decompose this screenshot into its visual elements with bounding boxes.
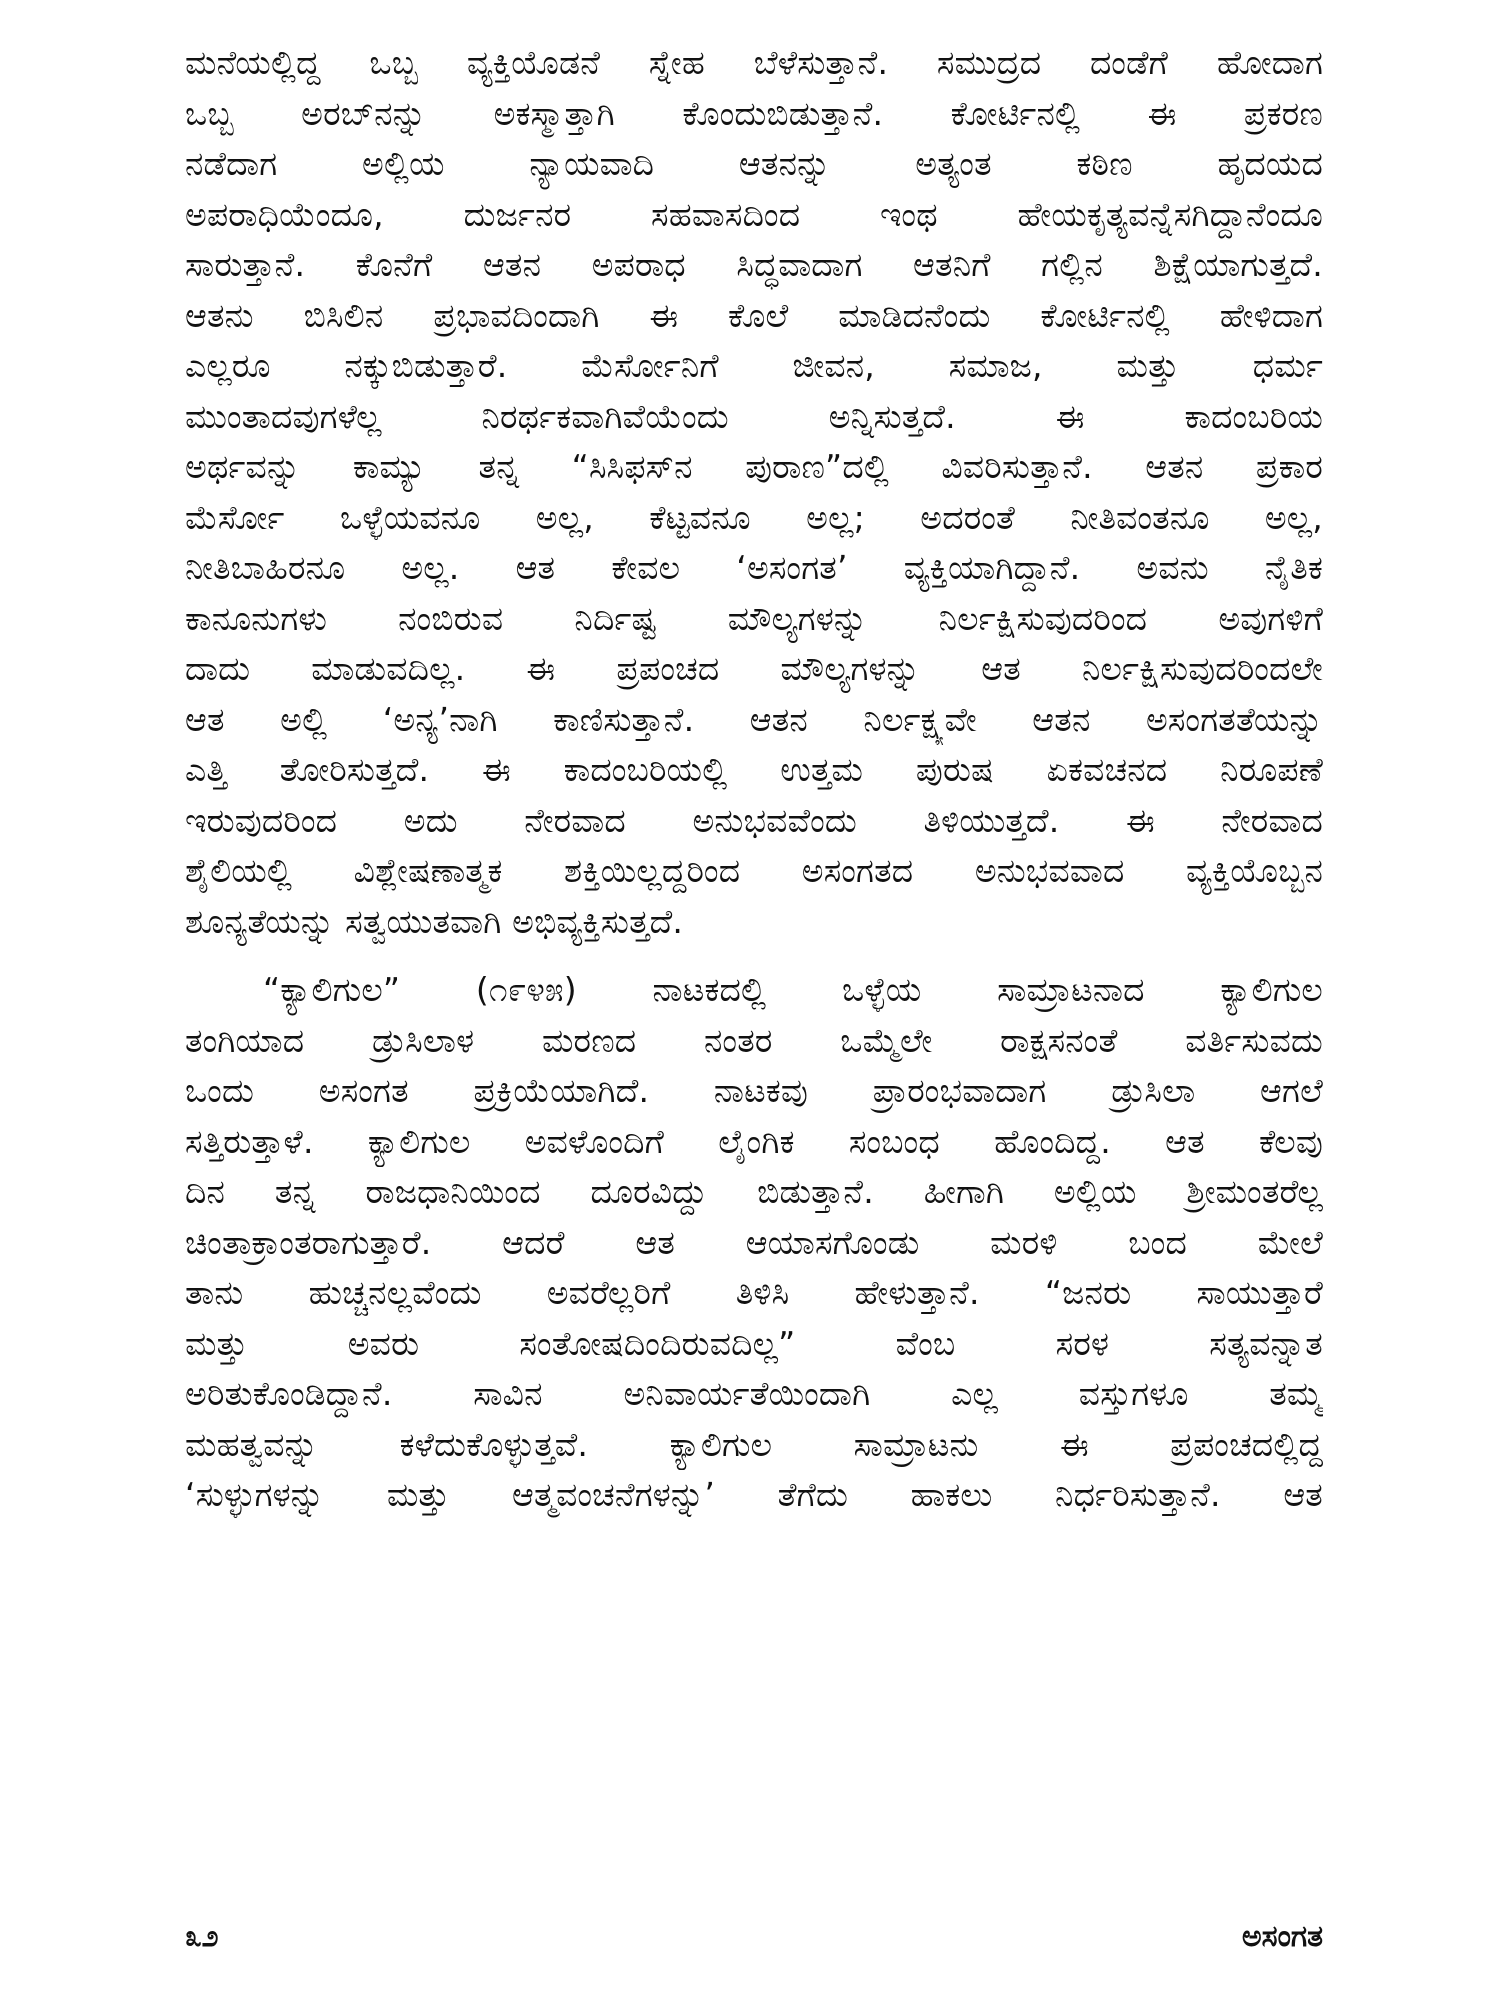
text-line: ಮೆರ್ಸೋ ಒಳ್ಳೆಯವನೂ ಅಲ್ಲ, ಕೆಟ್ಟವನೂ ಅಲ್ಲ; ಅದರಂತೆ ನೀತಿವಂತನೂ ಅಲ್ಲ, [185,497,1323,537]
paragraph-1 [185,38,1323,947]
text-line: ಅರ್ಥವನ್ನು ಕಾಮ್ಯು ತನ್ನ “ಸಿಸಿಫಸ್‌ನ ಪುರಾಣ”ದಲ್ಲಿ ವಿವರಿಸುತ್ತಾನೆ. ಆತನ ಪ್ರಕಾರ [185,447,1323,486]
text-line: ಒಬ್ಬ ಅರಬ್‌ನನ್ನು ಅಕಸ್ಮಾತ್ತಾಗಿ ಕೊಂದುಬಿಡುತ್ತಾನೆ. ಕೋರ್ಟಿನಲ್ಲಿ ಈ ಪ್ರಕರಣ [185,93,1323,133]
text-line: “ಕ್ಯಾಲಿಗುಲ” (೧೯೪೫) ನಾಟಕದಲ್ಲಿ ಒಳ್ಳೆಯ ಸಾಮ್ರಾಟನಾದ ಕ್ಯಾಲಿಗುಲ [263,970,1323,1009]
paragraph-2 [185,965,1323,1521]
text-line: ‘ಸುಳ್ಳುಗಳನ್ನು ಮತ್ತು ಆತ್ಮವಂಚನೆಗಳನ್ನು’ ತೆಗೆದು ಹಾಕಲು ನಿರ್ಧರಿಸುತ್ತಾನೆ. ಆತ [185,1475,1323,1514]
page-footer [185,1912,1323,1962]
text-line: ಶೂನ್ಯತೆಯನ್ನು ಸತ್ವಯುತವಾಗಿ ಅಭಿವ್ಯಕ್ತಿಸುತ್ತದೆ. [185,901,684,941]
text-line: ಆತನು ಬಿಸಿಲಿನ ಪ್ರಭಾವದಿಂದಾಗಿ ಈ ಕೊಲೆ ಮಾಡಿದನೆಂದು ಕೋರ್ಟಿನಲ್ಲಿ ಹೇಳಿದಾಗ [185,295,1323,335]
text-line: ಅರಿತುಕೊಂಡಿದ್ದಾನೆ. ಸಾವಿನ ಅನಿವಾರ್ಯತೆಯಿಂದಾಗಿ ಎಲ್ಲ ವಸ್ತುಗಳೂ ತಮ್ಮ [185,1374,1323,1413]
text-line: ಎಲ್ಲರೂ ನಕ್ಕುಬಿಡುತ್ತಾರೆ. ಮೆರ್ಸೋನಿಗೆ ಜೀವನ, ಸಮಾಜ, ಮತ್ತು ಧರ್ಮ [185,346,1323,385]
text-line: ಕಾನೂನುಗಳು ನಂಬಿರುವ ನಿರ್ದಿಷ್ಟ ಮೌಲ್ಯಗಳನ್ನು ನಿರ್ಲಕ್ಷಿಸುವುದರಿಂದ ಅವುಗಳಿಗೆ [185,598,1323,638]
text-line: ಮುಂತಾದವುಗಳೆಲ್ಲ ನಿರರ್ಥಕವಾಗಿವೆಯೆಂದು ಅನ್ನಿಸುತ್ತದೆ. ಈ ಕಾದಂಬರಿಯ [185,396,1323,436]
text-line: ಆತ ಅಲ್ಲಿ ‘ಅನ್ಯ’ನಾಗಿ ಕಾಣಿಸುತ್ತಾನೆ. ಆತನ ನಿರ್ಲಕ್ಷ್ಯವೇ ಆತನ ಅಸಂಗತತೆಯನ್ನು [185,699,1323,739]
running-title: ಅಸಂಗತ [1241,1919,1323,1954]
paragraph-gap [185,947,1323,965]
text-line: ನಡೆದಾಗ ಅಲ್ಲಿಯ ನ್ಯಾಯವಾದಿ ಆತನನ್ನು ಅತ್ಯಂತ ಕಠಿಣ ಹೃದಯದ [185,144,1323,183]
page-body [185,38,1323,1968]
text-line: ಚಿಂತಾಕ್ರಾಂತರಾಗುತ್ತಾರೆ. ಆದರೆ ಆತ ಆಯಾಸಗೊಂಡು ಮರಳಿ ಬಂದ ಮೇಲೆ [185,1222,1323,1262]
text-line: ದಾದು ಮಾಡುವದಿಲ್ಲ. ಈ ಪ್ರಪಂಚದ ಮೌಲ್ಯಗಳನ್ನು ಆತ ನಿರ್ಲಕ್ಷಿಸುವುದರಿಂದಲೇ [185,649,1323,688]
page-number: ೩೨ [185,1919,219,1954]
text-line: ತಂಗಿಯಾದ ಡ್ರುಸಿಲಾಳ ಮರಣದ ನಂತರ ಒಮ್ಮೆಲೇ ರಾಕ್ಷಸನಂತೆ ವರ್ತಿಸುವದು [185,1020,1323,1060]
text-line: ಸಾರುತ್ತಾನೆ. ಕೊನೆಗೆ ಆತನ ಅಪರಾಧ ಸಿದ್ಧವಾದಾಗ ಆತನಿಗೆ ಗಲ್ಲಿನ ಶಿಕ್ಷೆಯಾಗುತ್ತದೆ. [185,245,1323,284]
text-line: ಇರುವುದರಿಂದ ಅದು ನೇರವಾದ ಅನುಭವವೆಂದು ತಿಳಿಯುತ್ತದೆ. ಈ ನೇರವಾದ [185,800,1323,840]
text-line: ಒಂದು ಅಸಂಗತ ಪ್ರಕ್ರಿಯೆಯಾಗಿದೆ. ನಾಟಕವು ಪ್ರಾರಂಭವಾದಾಗ ಡ್ರುಸಿಲಾ ಆಗಲೆ [185,1071,1323,1110]
text-line: ಶೈಲಿಯಲ್ಲಿ ವಿಶ್ಲೇಷಣಾತ್ಮಕ ಶಕ್ತಿಯಿಲ್ಲದ್ದರಿಂದ ಅಸಂಗತದ ಅನುಭವವಾದ ವ್ಯಕ್ತಿಯೊಬ್ಬನ [185,851,1323,890]
text-line: ಮನೆಯಲ್ಲಿದ್ದ ಒಬ್ಬ ವ್ಯಕ್ತಿಯೊಡನೆ ಸ್ನೇಹ ಬೆಳೆಸುತ್ತಾನೆ. ಸಮುದ್ರದ ದಂಡೆಗೆ ಹೋದಾಗ [185,43,1323,82]
text-line: ಎತ್ತಿ ತೋರಿಸುತ್ತದೆ. ಈ ಕಾದಂಬರಿಯಲ್ಲಿ ಉತ್ತಮ ಪುರುಷ ಏಕವಚನದ ನಿರೂಪಣೆ [185,750,1323,789]
text-line: ಮತ್ತು ಅವರು ಸಂತೋಷದಿಂದಿರುವದಿಲ್ಲ” ವೆಂಬ ಸರಳ ಸತ್ಯವನ್ನಾತ [185,1323,1323,1363]
text-line: ತಾನು ಹುಚ್ಚನಲ್ಲವೆಂದು ಅವರೆಲ್ಲರಿಗೆ ತಿಳಿಸಿ ಹೇಳುತ್ತಾನೆ. “ಜನರು ಸಾಯುತ್ತಾರೆ [185,1273,1323,1312]
text-line: ಸತ್ತಿರುತ್ತಾಳೆ. ಕ್ಯಾಲಿಗುಲ ಅವಳೊಂದಿಗೆ ಲೈಂಗಿಕ ಸಂಬಂಧ ಹೊಂದಿದ್ದ. ಆತ ಕೆಲವು [185,1121,1323,1161]
text-line: ನೀತಿಬಾಹಿರನೂ ಅಲ್ಲ. ಆತ ಕೇವಲ ‘ಅಸಂಗತ’ ವ್ಯಕ್ತಿಯಾಗಿದ್ದಾನೆ. ಅವನು ನೈತಿಕ [185,548,1323,587]
text-line: ಅಪರಾಧಿಯೆಂದೂ, ದುರ್ಜನರ ಸಹವಾಸದಿಂದ ಇಂಥ ಹೇಯಕೃತ್ಯವನ್ನೆಸಗಿದ್ದಾನೆಂದೂ [185,194,1323,234]
text-line: ಮಹತ್ವವನ್ನು ಕಳೆದುಕೊಳ್ಳುತ್ತವೆ. ಕ್ಯಾಲಿಗುಲ ಸಾಮ್ರಾಟನು ಈ ಪ್ರಪಂಚದಲ್ಲಿದ್ದ [185,1424,1323,1464]
text-line: ದಿನ ತನ್ನ ರಾಜಧಾನಿಯಿಂದ ದೂರವಿದ್ದು ಬಿಡುತ್ತಾನೆ. ಹೀಗಾಗಿ ಅಲ್ಲಿಯ ಶ್ರೀಮಂತರೆಲ್ಲ [185,1172,1323,1211]
